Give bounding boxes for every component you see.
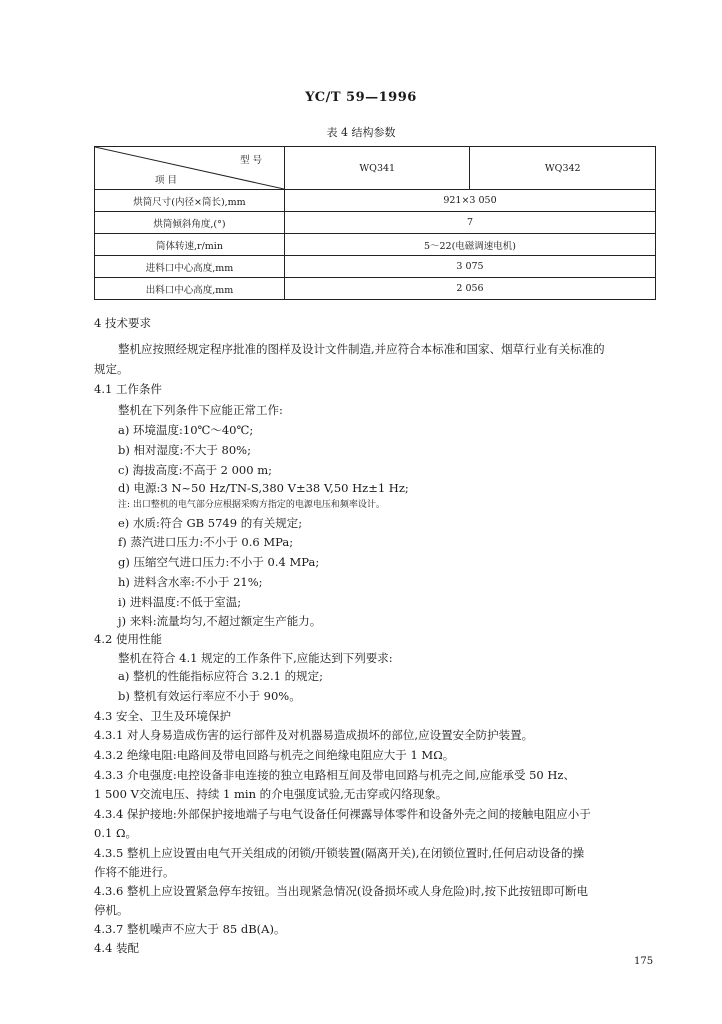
row-value: 7 [285, 212, 656, 234]
structure-parameter-table [94, 146, 656, 300]
table-row [95, 234, 656, 256]
clause-line: 4.3.2 绝缘电阻:电路间及带电回路与机壳之间绝缘电阻应大于 1 MΩ。 [94, 748, 455, 762]
list-item: h) 进料含水率:不小于 21%; [118, 575, 263, 589]
section-heading: 4.1 工作条件 [94, 382, 162, 396]
row-value: 3 075 [285, 256, 656, 278]
row-value: 5～22(电磁调速电机) [285, 234, 656, 256]
corner-item-label: 项 目 [155, 175, 178, 186]
clause-line: 4.3.5 整机上应设置由电气开关组成的闭锁/开锁装置(隔离开关),在闭锁位置时,任何启动设备的操 [94, 846, 585, 860]
model-header-wq341: WQ341 [285, 147, 470, 190]
list-item: b) 整机有效运行率应不小于 90%。 [118, 689, 301, 703]
row-value: 2 056 [285, 278, 656, 300]
section-heading: 4.4 装配 [94, 941, 139, 955]
paragraph-line: 整机在下列条件下应能正常工作: [118, 403, 283, 417]
table-row [95, 278, 656, 300]
section-heading: 4.3 安全、卫生及环境保护 [94, 709, 231, 723]
list-item: e) 水质:符合 GB 5749 的有关规定; [118, 516, 303, 530]
page-number: 175 [634, 956, 654, 967]
list-item: j) 来料:流量均匀,不超过额定生产能力。 [118, 614, 322, 628]
note-line: 注: 出口整机的电气部分应根据采购方指定的电源电压和频率设计。 [118, 500, 385, 510]
table-row [95, 190, 656, 212]
list-item: b) 相对湿度:不大于 80%; [118, 443, 251, 457]
list-item: c) 海拔高度:不高于 2 000 m; [118, 463, 272, 477]
paragraph-line: 规定。 [94, 362, 129, 376]
table-caption: 表 4 结构参数 [326, 126, 396, 139]
row-label: 烘筒倾斜角度,(°) [95, 212, 285, 234]
list-item: d) 电源:3 N~50 Hz/TN-S,380 V±38 V,50 Hz±1 Hz; [118, 481, 409, 495]
table-header-row [95, 147, 656, 190]
row-value: 921×3 050 [285, 190, 656, 212]
clause-line: 4.3.6 整机上应设置紧急停车按钮。当出现紧急情况(设备损坏或人身危险)时,按下此按钮即可断电 [94, 884, 589, 898]
section-heading: 4.2 使用性能 [94, 632, 162, 646]
paragraph-line: 整机在符合 4.1 规定的工作条件下,应能达到下列要求: [118, 651, 393, 665]
table-row [95, 212, 656, 234]
clause-line: 0.1 Ω。 [94, 826, 137, 840]
clause-line: 4.3.3 介电强度:电控设备非电连接的独立电路相互间及带电回路与机壳之间,应能承受 50 Hz、 [94, 768, 575, 782]
row-label: 进料口中心高度,mm [95, 256, 285, 278]
paragraph-line: 整机应按照经规定程序批准的图样及设计文件制造,并应符合本标准和国家、烟草行业有关标准的 [118, 342, 605, 356]
clause-line: 4.3.1 对人身易造成伤害的运行部件及对机器易造成损坏的部位,应设置安全防护装置。 [94, 728, 534, 742]
document-header: YC/T 59—1996 [305, 90, 417, 105]
list-item: a) 整机的性能指标应符合 3.2.1 的规定; [118, 669, 323, 683]
corner-model-label: 型 号 [239, 155, 262, 166]
clause-line: 4.3.7 整机噪声不应大于 85 dB(A)。 [94, 922, 286, 936]
row-label: 出料口中心高度,mm [95, 278, 285, 300]
section-heading: 4 技术要求 [94, 316, 151, 330]
list-item: f) 蒸汽进口压力:不小于 0.6 MPa; [118, 535, 294, 549]
list-item: g) 压缩空气进口压力:不小于 0.4 MPa; [118, 555, 320, 569]
model-header-wq342: WQ342 [470, 147, 656, 190]
row-label: 筒体转速,r/min [95, 234, 285, 256]
clause-line: 作将不能进行。 [94, 865, 175, 879]
list-item: i) 进料温度:不低于室温; [118, 595, 242, 609]
list-item: a) 环境温度:10℃～40℃; [118, 423, 254, 437]
clause-line: 1 500 V交流电压、持续 1 min 的介电强度试验,无击穿或闪络现象。 [94, 787, 448, 801]
clause-line: 4.3.4 保护接地:外部保护接地端子与电气设备任何裸露导体零件和设备外壳之间的接触电阻应小于 [94, 807, 591, 821]
table-corner-cell [95, 147, 285, 190]
table-row [95, 256, 656, 278]
row-label: 烘筒尺寸(内径×筒长),mm [95, 190, 285, 212]
clause-line: 停机。 [94, 903, 129, 917]
